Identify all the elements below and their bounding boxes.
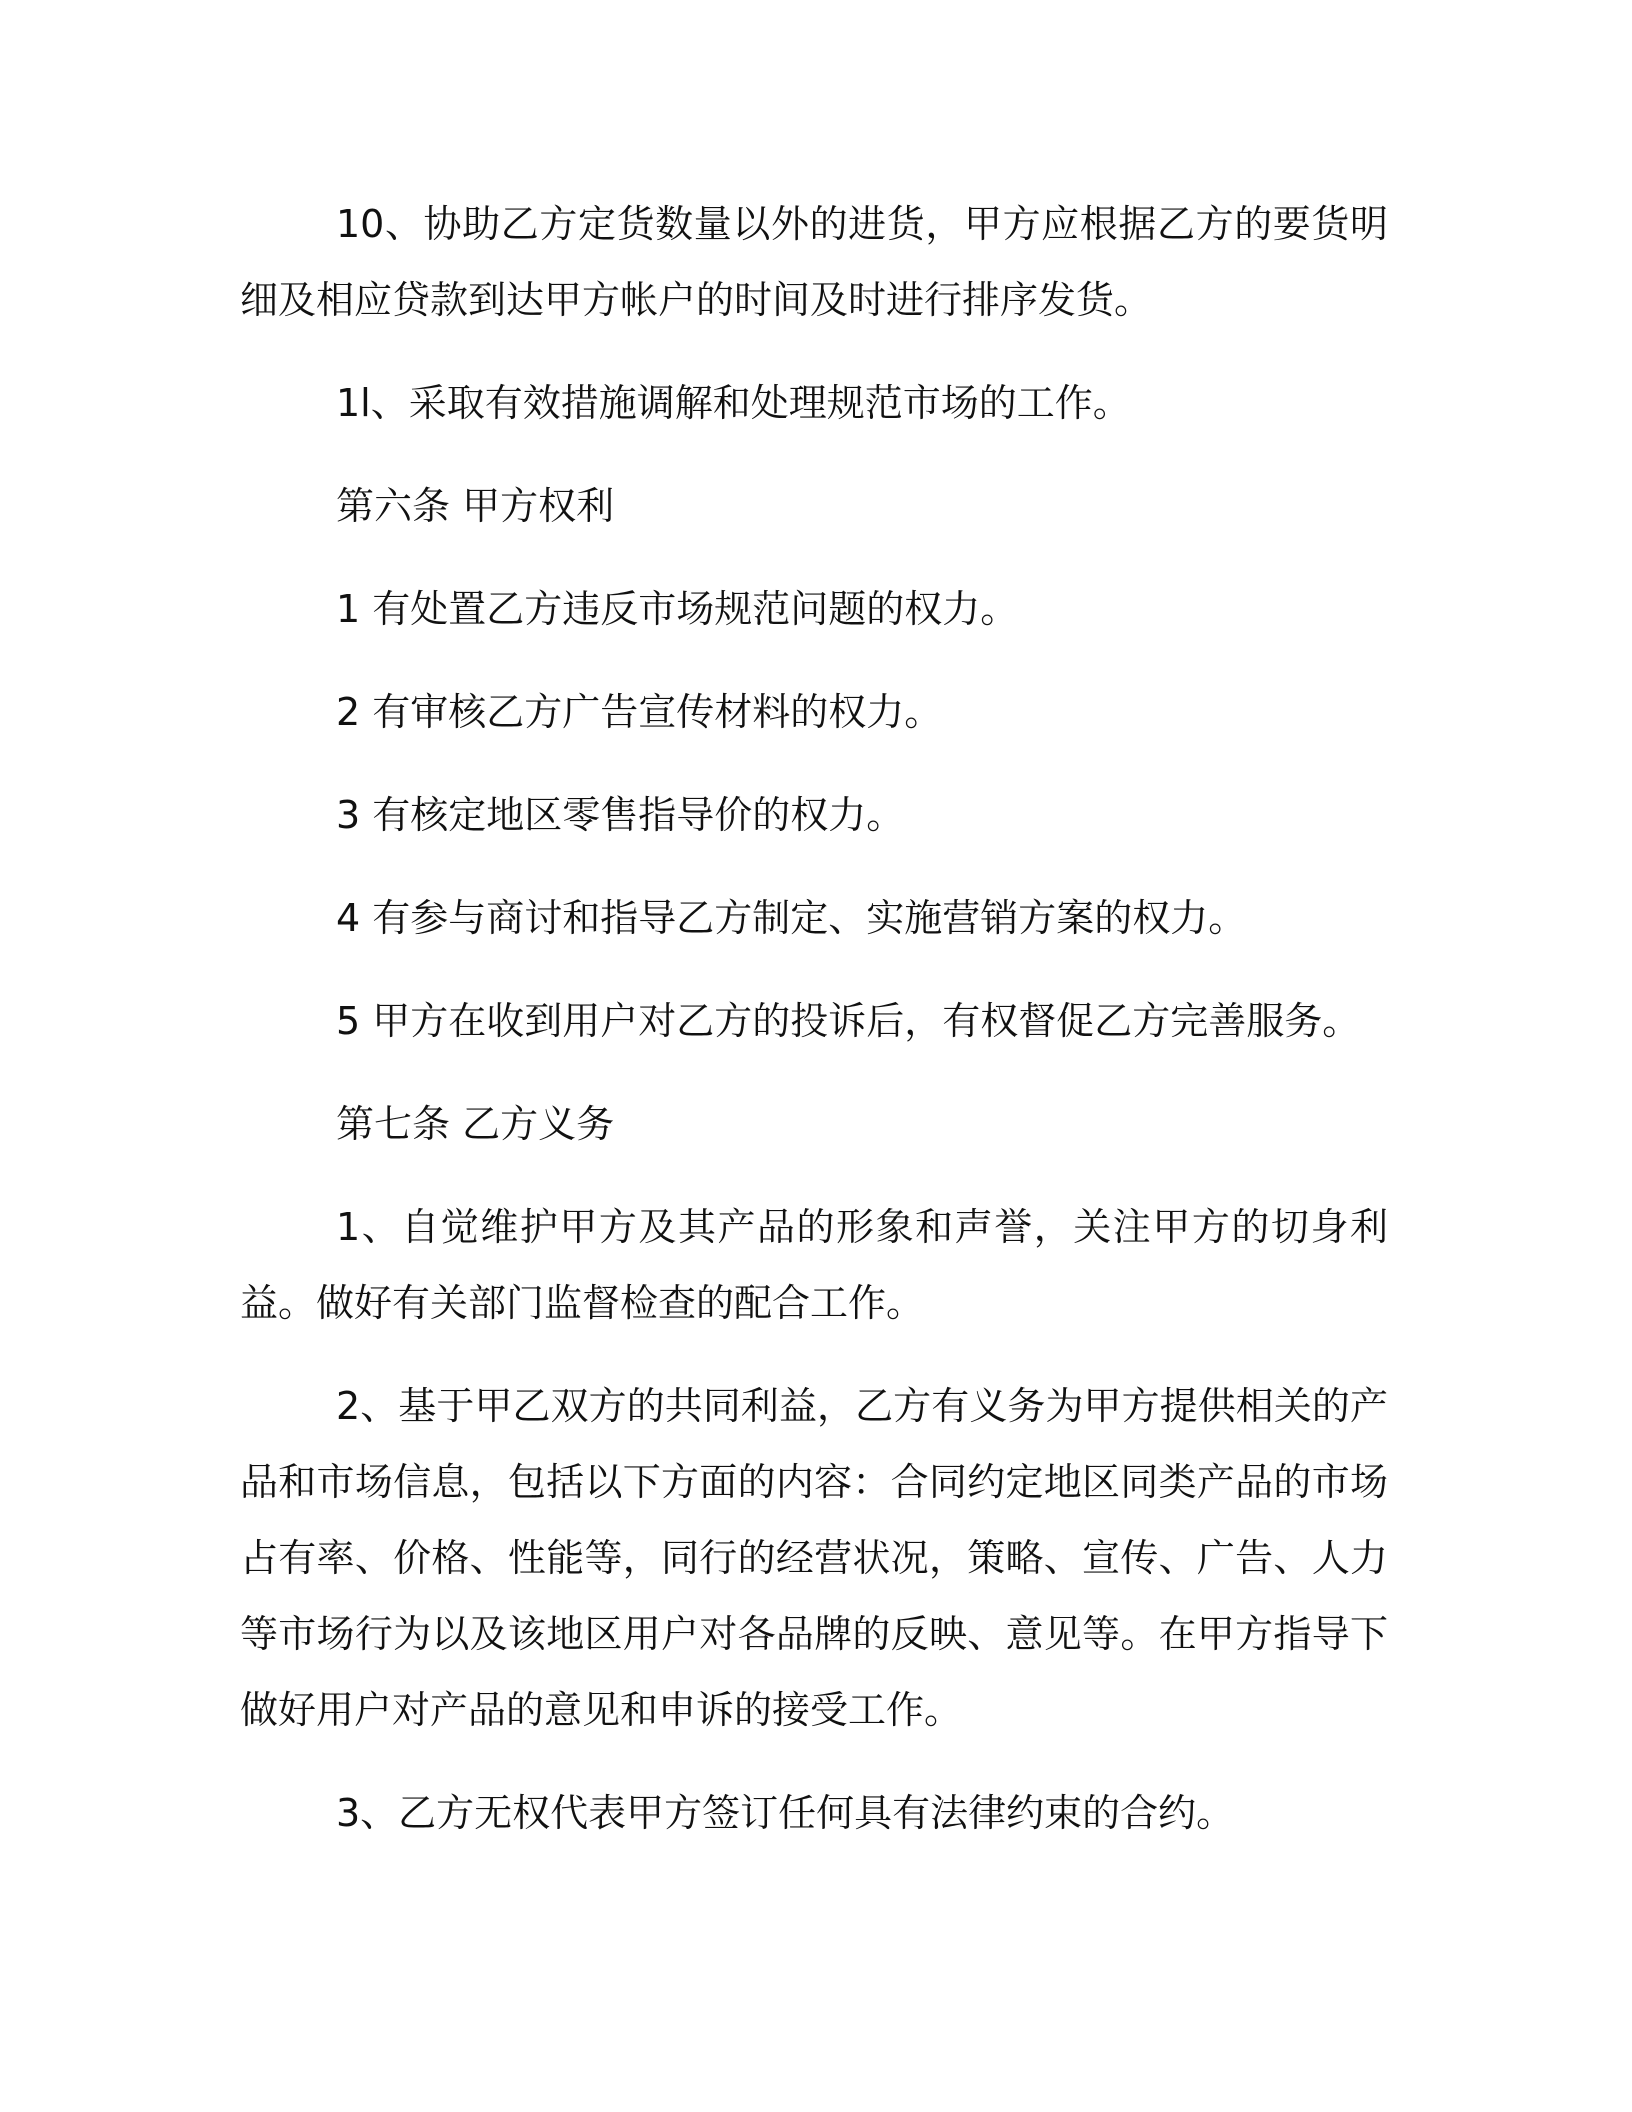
clause-11-paragraph: 1l、采取有效措施调解和处理规范市场的工作。 bbox=[336, 381, 1131, 425]
party-a-right-1: 1 有处置乙方违反市场规范问题的权力。 bbox=[336, 587, 1019, 631]
document-body bbox=[240, 186, 1388, 1851]
party-b-duty-1: 1、自觉维护甲方及其产品的形象和声誉，关注甲方的切身利益。做好有关部门监督检查的配合工作。 bbox=[240, 1205, 1388, 1325]
party-b-duty-3: 3、乙方无权代表甲方签订任何具有法律约束的合约。 bbox=[336, 1791, 1235, 1835]
party-a-right-4: 4 有参与商讨和指导乙方制定、实施营销方案的权力。 bbox=[336, 896, 1247, 940]
article-7-heading: 第七条 乙方义务 bbox=[336, 1102, 615, 1146]
party-b-duty-2: 2、基于甲乙双方的共同利益，乙方有义务为甲方提供相关的产品和市场信息，包括以下方面的内容：合同约定地区同类产品的市场占有率、价格、性能等，同行的经营状况，策略、宣传、广告、人力等市场行为以及该地区用户对各品牌的反映、意见等。在甲方指导下做好用户对产品的意见和申诉的接受工作。 bbox=[240, 1384, 1388, 1732]
article-6-heading: 第六条 甲方权利 bbox=[336, 484, 615, 528]
party-a-right-5: 5 甲方在收到用户对乙方的投诉后，有权督促乙方完善服务。 bbox=[336, 999, 1361, 1043]
clause-10-paragraph: 10、协助乙方定货数量以外的进货，甲方应根据乙方的要货明细及相应贷款到达甲方帐户的时间及时进行排序发货。 bbox=[240, 202, 1388, 322]
party-a-right-3: 3 有核定地区零售指导价的权力。 bbox=[336, 793, 905, 837]
party-a-right-2: 2 有审核乙方广告宣传材料的权力。 bbox=[336, 690, 943, 734]
